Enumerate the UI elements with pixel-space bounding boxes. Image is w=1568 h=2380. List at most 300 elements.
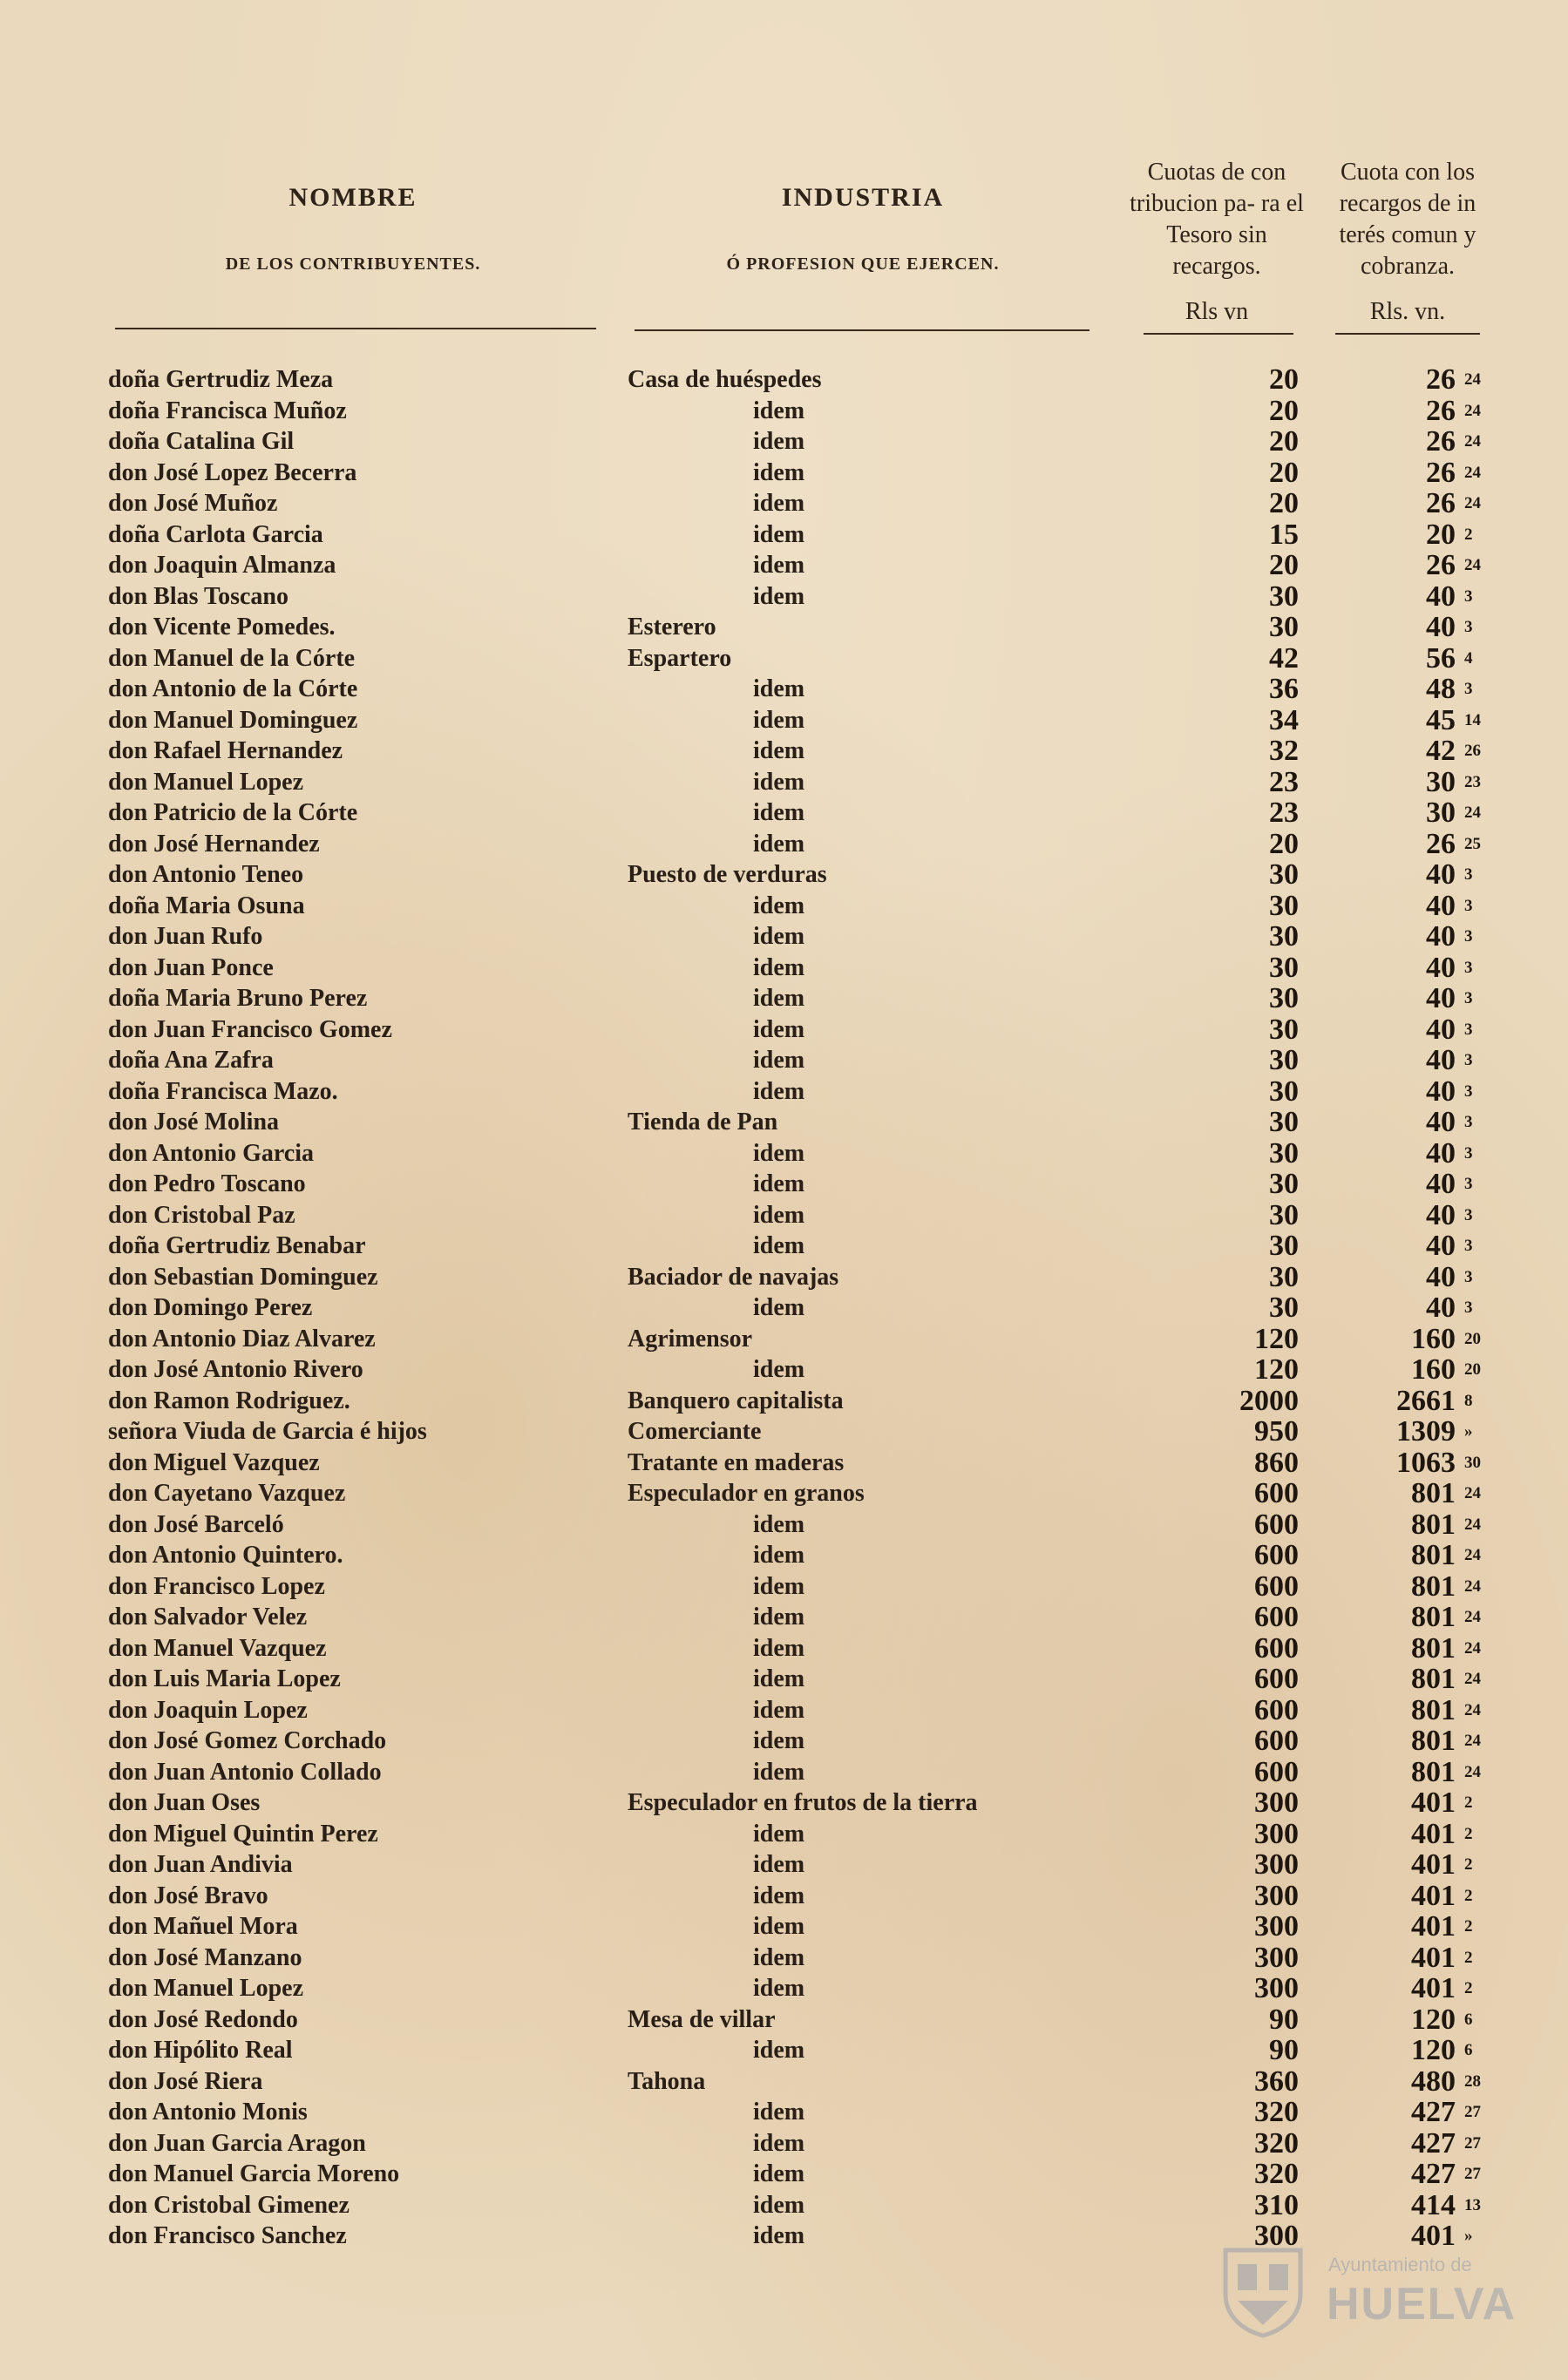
contributor-name: don Manuel de la Córte: [108, 644, 356, 672]
contributor-name: don Manuel Garcia Moreno: [108, 2160, 400, 2187]
recargo-fraction-cell: 2: [1464, 1855, 1473, 1874]
industry-cell: idem: [753, 1604, 805, 1631]
recargo-fraction-cell: 3: [1464, 1237, 1473, 1255]
table-row: [0, 674, 1568, 705]
contributor-name: don Hipólito Real: [108, 2037, 293, 2064]
recargo-cell: 30: [1426, 797, 1456, 829]
contributor-name: don José Muñoz: [108, 490, 278, 517]
cuota-cell: 32: [1269, 735, 1299, 767]
cuota-cell: 600: [1254, 1508, 1299, 1541]
recargo-cell: 40: [1426, 1075, 1456, 1108]
contributor-name: don Antonio Monis: [108, 2099, 308, 2126]
table-row: [0, 643, 1568, 675]
industry-cell: idem: [753, 1015, 805, 1043]
recargo-cell: 801: [1411, 1508, 1456, 1541]
contributor-name: don Juan Garcia Aragon: [108, 2129, 366, 2157]
recargo-fraction-cell: 24: [1464, 1515, 1481, 1534]
cuota-cell: 600: [1254, 1539, 1299, 1571]
table-row: [0, 1231, 1568, 1262]
cuota-cell: 600: [1254, 1755, 1299, 1788]
table-row: [0, 2066, 1568, 2098]
table-row: [0, 953, 1568, 984]
industry-cell: Banquero capitalista: [628, 1387, 844, 1414]
table-row: [0, 1911, 1568, 1943]
recargo-cell: 26: [1426, 827, 1456, 860]
contributor-name: don José Hernandez: [108, 830, 320, 858]
recargo-cell: 26: [1426, 363, 1456, 396]
industry-cell: idem: [753, 1882, 805, 1909]
contributor-name: doña Gertrudiz Meza: [108, 366, 334, 393]
cuota-cell: 90: [1269, 2003, 1299, 2036]
header-cuotas: Cuotas de con tribucion pa- ra el Tesoro sin recargos.: [1130, 159, 1304, 280]
cuota-cell: 30: [1269, 858, 1299, 891]
industry-cell: idem: [753, 830, 805, 858]
table-row: [0, 1881, 1568, 1912]
contributor-name: don Manuel Dominguez: [108, 706, 358, 734]
recargo-cell: 1309: [1396, 1415, 1456, 1448]
recargo-fraction-cell: 20: [1464, 1329, 1481, 1348]
cuota-cell: 600: [1254, 1477, 1299, 1509]
contributor-name: don Antonio de la Córte: [108, 675, 358, 702]
contributor-name: don José Barceló: [108, 1510, 284, 1538]
recargo-cell: 401: [1411, 2220, 1456, 2252]
recargo-fraction-cell: 2: [1464, 1917, 1473, 1936]
contributor-name: doña Carlota Garcia: [108, 520, 323, 548]
table-row: [0, 1819, 1568, 1850]
industry-cell: idem: [753, 1975, 805, 2002]
cuota-cell: 600: [1254, 1570, 1299, 1603]
recargo-cell: 801: [1411, 1725, 1456, 1757]
table-row: [0, 1757, 1568, 1788]
recargo-fraction-cell: 24: [1464, 432, 1481, 451]
industry-cell: idem: [753, 1077, 805, 1105]
recargo-fraction-cell: 3: [1464, 618, 1473, 636]
cuota-cell: 600: [1254, 1725, 1299, 1757]
table-row: [0, 829, 1568, 860]
industry-cell: idem: [753, 799, 805, 826]
table-row: [0, 396, 1568, 427]
industry-cell: Comerciante: [628, 1418, 762, 1445]
recargo-fraction-cell: 3: [1464, 1267, 1473, 1286]
table-row: [0, 1540, 1568, 1571]
recargo-cell: 401: [1411, 1817, 1456, 1850]
contributor-name: doña Francisca Mazo.: [108, 1077, 338, 1105]
recargo-fraction-cell: 27: [1464, 2103, 1481, 2121]
industry-cell: idem: [753, 1510, 805, 1538]
recargo-fraction-cell: 2: [1464, 1979, 1473, 1997]
cuota-cell: 30: [1269, 889, 1299, 922]
contributor-name: don Juan Antonio Collado: [108, 1758, 382, 1786]
industry-cell: idem: [753, 520, 805, 548]
cuota-cell: 30: [1269, 1044, 1299, 1076]
contributor-name: don Pedro Toscano: [108, 1170, 306, 1197]
recargo-cell: 40: [1426, 580, 1456, 613]
contributor-name: don Juan Ponce: [108, 953, 274, 981]
table-row: [0, 1200, 1568, 1231]
cuota-cell: 90: [1269, 2034, 1299, 2066]
table-row: [0, 1664, 1568, 1695]
contributor-name: don Patricio de la Córte: [108, 799, 358, 826]
recargo-cell: 26: [1426, 394, 1456, 427]
recargo-fraction-cell: 24: [1464, 1762, 1481, 1781]
cuota-cell: 30: [1269, 611, 1299, 643]
industry-cell: idem: [753, 1170, 805, 1197]
contributor-name: don José Riera: [108, 2067, 263, 2095]
table-row: [0, 2004, 1568, 2036]
recargo-fraction-cell: 3: [1464, 927, 1473, 946]
cuota-cell: 300: [1254, 1848, 1299, 1881]
recargo-cell: 801: [1411, 1693, 1456, 1726]
contributor-name: doña Maria Bruno Perez: [108, 985, 368, 1012]
table-row: [0, 1509, 1568, 1541]
cuota-cell: 320: [1254, 2158, 1299, 2190]
cuota-cell: 20: [1269, 487, 1299, 519]
table-row: [0, 767, 1568, 798]
header-rule-cuotas: [1144, 333, 1293, 335]
contributor-name: doña Francisca Muñoz: [108, 397, 347, 424]
cuota-cell: 23: [1269, 797, 1299, 829]
recargo-fraction-cell: 28: [1464, 2071, 1481, 2091]
industry-cell: idem: [753, 2222, 805, 2249]
recargo-fraction-cell: 3: [1464, 896, 1473, 915]
contributor-name: don Sebastian Dominguez: [108, 1263, 378, 1291]
cuota-cell: 120: [1254, 1353, 1299, 1386]
contributor-name: don Antonio Garcia: [108, 1139, 314, 1167]
cuota-cell: 300: [1254, 1910, 1299, 1943]
recargo-fraction-cell: 8: [1464, 1391, 1473, 1410]
industry-cell: idem: [753, 1047, 805, 1074]
recargo-fraction-cell: 3: [1464, 1175, 1473, 1193]
table-row: [0, 1726, 1568, 1757]
header-rule-nombre: [115, 328, 596, 329]
recargo-fraction-cell: 24: [1464, 1700, 1481, 1719]
recargo-cell: 801: [1411, 1570, 1456, 1603]
industry-cell: idem: [753, 2099, 805, 2126]
recargo-fraction-cell: 24: [1464, 1638, 1481, 1658]
cuota-cell: 300: [1254, 1817, 1299, 1850]
recargo-fraction-cell: 27: [1464, 2133, 1481, 2153]
contributor-name: don José Gomez Corchado: [108, 1727, 387, 1754]
industry-cell: idem: [753, 1913, 805, 1940]
contributor-name: doña Ana Zafra: [108, 1047, 274, 1074]
cuota-cell: 600: [1254, 1663, 1299, 1695]
recargo-fraction-cell: 2: [1464, 525, 1473, 544]
table-row: [0, 1138, 1568, 1170]
table-row: [0, 1292, 1568, 1324]
table-row: [0, 1324, 1568, 1355]
table-row: [0, 2128, 1568, 2160]
recargo-fraction-cell: 2: [1464, 1824, 1473, 1843]
recargo-cell: 26: [1426, 487, 1456, 519]
recargo-fraction-cell: 24: [1464, 1484, 1481, 1502]
table-row: [0, 983, 1568, 1014]
recargo-fraction-cell: 3: [1464, 1082, 1473, 1101]
industry-cell: idem: [753, 1758, 805, 1786]
table-row: [0, 1354, 1568, 1386]
recargo-cell: 801: [1411, 1601, 1456, 1633]
table-row: [0, 1787, 1568, 1819]
cuota-cell: 20: [1269, 425, 1299, 458]
recargo-fraction-cell: 24: [1464, 370, 1481, 389]
contributor-name: don Domingo Perez: [108, 1294, 313, 1321]
industry-cell: idem: [753, 1634, 805, 1662]
contributor-name: don Manuel Vazquez: [108, 1634, 327, 1662]
industry-cell: idem: [753, 458, 805, 486]
recargo-fraction-cell: 27: [1464, 2165, 1481, 2183]
industry-cell: idem: [753, 428, 805, 455]
industry-cell: idem: [753, 1696, 805, 1724]
table-row: [0, 1076, 1568, 1108]
recargo-cell: 1063: [1396, 1446, 1456, 1479]
contributor-name: don Antonio Teneo: [108, 861, 304, 888]
recargo-fraction-cell: 24: [1464, 1576, 1481, 1596]
contributor-name: don Juan Oses: [108, 1789, 261, 1816]
recargo-cell: 40: [1426, 1168, 1456, 1200]
table-row: [0, 2035, 1568, 2066]
table-row: [0, 426, 1568, 458]
recargo-cell: 427: [1411, 2126, 1456, 2160]
contributor-name: don Juan Andivia: [108, 1851, 293, 1878]
industry-cell: Especulador en frutos de la tierra: [628, 1789, 978, 1816]
industry-cell: idem: [753, 1542, 805, 1569]
recargo-cell: 40: [1426, 858, 1456, 891]
recargo-fraction-cell: 20: [1464, 1360, 1481, 1379]
contributor-name: don Luis Maria Lopez: [108, 1665, 341, 1692]
recargo-cell: 40: [1426, 1136, 1456, 1170]
industry-cell: Casa de huéspedes: [628, 366, 822, 393]
industry-cell: Tratante en maderas: [628, 1448, 845, 1476]
recargo-cell: 801: [1411, 1663, 1456, 1695]
industry-cell: idem: [753, 706, 805, 734]
contributor-name: don Manuel Lopez: [108, 1975, 304, 2002]
cuota-cell: 30: [1269, 951, 1299, 984]
contributor-name: don Ramon Rodriguez.: [108, 1387, 350, 1414]
recargo-fraction-cell: 3: [1464, 587, 1473, 606]
recargo-cell: 48: [1426, 673, 1456, 705]
recargo-cell: 120: [1411, 2003, 1456, 2036]
industry-cell: idem: [753, 1820, 805, 1848]
recargo-cell: 801: [1411, 1755, 1456, 1788]
table-row: [0, 797, 1568, 829]
recargo-cell: 401: [1411, 1879, 1456, 1912]
table-row: [0, 705, 1568, 736]
recargo-cell: 40: [1426, 1230, 1456, 1262]
recargo-fraction-cell: 4: [1464, 648, 1473, 668]
cuota-cell: 120: [1254, 1322, 1299, 1355]
recargo-cell: 20: [1426, 518, 1456, 551]
contributor-name: don José Molina: [108, 1109, 280, 1136]
contributor-name: don Mañuel Mora: [108, 1913, 298, 1940]
recargo-cell: 401: [1411, 1910, 1456, 1943]
recargo-fraction-cell: 24: [1464, 556, 1481, 574]
contributor-name: don Cristobal Gimenez: [108, 2191, 350, 2219]
header-nombre: NOMBRE: [288, 183, 417, 212]
recargo-cell: 45: [1426, 703, 1456, 736]
cuota-cell: 20: [1269, 549, 1299, 581]
recargo-fraction-cell: 6: [1464, 2041, 1473, 2059]
cuota-cell: 30: [1269, 1168, 1299, 1200]
cuota-cell: 30: [1269, 920, 1299, 953]
table-row: [0, 364, 1568, 396]
recargo-fraction-cell: 24: [1464, 401, 1481, 420]
table-row: [0, 458, 1568, 489]
table-row: [0, 736, 1568, 767]
recargo-fraction-cell: »: [1464, 1422, 1473, 1441]
table-row: [0, 1448, 1568, 1479]
table-row: [0, 1169, 1568, 1200]
contributor-name: don José Antonio Rivero: [108, 1356, 363, 1383]
header-nombre-subtitle: DE LOS CONTRIBUYENTES.: [225, 254, 481, 274]
recargo-fraction-cell: 24: [1464, 804, 1481, 822]
cuota-cell: 30: [1269, 1230, 1299, 1262]
table-row: [0, 581, 1568, 613]
contributor-name: don José Redondo: [108, 2005, 298, 2033]
table-row: [0, 1973, 1568, 2004]
industry-cell: idem: [753, 552, 805, 579]
contributor-name: don Antonio Quintero.: [108, 1542, 343, 1569]
header-industria: INDUSTRIA: [781, 183, 945, 212]
cuota-cell: 30: [1269, 982, 1299, 1014]
table-row: [0, 1943, 1568, 1974]
recargo-fraction-cell: 2: [1464, 1793, 1473, 1812]
recargo-fraction-cell: 24: [1464, 1732, 1481, 1750]
cuota-cell: 860: [1254, 1446, 1299, 1479]
contributor-name: don Joaquin Almanza: [108, 552, 336, 579]
table-row: [0, 2159, 1568, 2190]
recargo-fraction-cell: 3: [1464, 1020, 1473, 1039]
contributor-name: doña Catalina Gil: [108, 428, 295, 455]
recargo-fraction-cell: 26: [1464, 742, 1481, 760]
industry-cell: idem: [753, 490, 805, 517]
cuota-cell: 300: [1254, 1972, 1299, 2004]
header-unit-cuotas: Rls vn: [1184, 298, 1249, 325]
cuota-cell: 20: [1269, 363, 1299, 396]
table-row: [0, 1107, 1568, 1138]
recargo-cell: 26: [1426, 456, 1456, 489]
table-row: [0, 1602, 1568, 1633]
contributor-name: don Cristobal Paz: [108, 1201, 295, 1229]
cuota-cell: 950: [1254, 1415, 1299, 1448]
industry-cell: Tahona: [628, 2067, 706, 2095]
recargo-cell: 120: [1411, 2034, 1456, 2066]
contributor-name: don Juan Francisco Gomez: [108, 1015, 392, 1043]
recargo-fraction-cell: 2: [1464, 1886, 1473, 1905]
cuota-cell: 2000: [1239, 1384, 1299, 1417]
table-row: [0, 1416, 1568, 1448]
cuota-cell: 30: [1269, 1075, 1299, 1108]
contributors-table: [0, 364, 1568, 2252]
industry-cell: idem: [753, 397, 805, 424]
contributor-name: don Juan Rufo: [108, 923, 263, 950]
contributor-name: don Vicente Pomedes.: [108, 614, 336, 641]
recargo-cell: 40: [1426, 889, 1456, 922]
industry-cell: Puesto de verduras: [628, 861, 827, 888]
industry-cell: idem: [753, 2160, 805, 2187]
header-unit-recargos: Rls. vn.: [1369, 298, 1446, 325]
industry-cell: Espartero: [628, 644, 732, 672]
table-row: [0, 2097, 1568, 2128]
recargo-cell: 401: [1411, 1972, 1456, 2004]
table-row: [0, 1849, 1568, 1881]
recargo-cell: 26: [1426, 425, 1456, 458]
recargo-fraction-cell: 13: [1464, 2195, 1481, 2214]
industry-cell: Baciador de navajas: [628, 1263, 839, 1291]
industry-cell: idem: [753, 892, 805, 919]
industry-cell: idem: [753, 1665, 805, 1692]
cuota-cell: 15: [1269, 518, 1299, 551]
cuota-cell: 34: [1269, 703, 1299, 736]
industry-cell: idem: [753, 1356, 805, 1383]
contributor-name: don Miguel Quintin Perez: [108, 1820, 378, 1848]
table-row: [0, 550, 1568, 581]
cuota-cell: 600: [1254, 1631, 1299, 1665]
recargo-cell: 40: [1426, 1260, 1456, 1293]
industry-cell: idem: [753, 1727, 805, 1754]
recargo-cell: 427: [1411, 2096, 1456, 2128]
contributor-name: don José Manzano: [108, 1943, 302, 1971]
recargo-cell: 40: [1426, 1044, 1456, 1076]
cuota-cell: 320: [1254, 2126, 1299, 2160]
recargo-cell: 30: [1426, 765, 1456, 798]
contributor-name: don Cayetano Vazquez: [108, 1480, 346, 1507]
recargo-cell: 414: [1411, 2188, 1456, 2221]
contributor-name: don José Lopez Becerra: [108, 458, 357, 486]
table-row: [0, 891, 1568, 922]
header-recargos: Cuota con los recargos de in terés comun y cobranza.: [1339, 159, 1476, 280]
cuota-cell: 23: [1269, 765, 1299, 798]
recargo-cell: 160: [1411, 1353, 1456, 1386]
recargo-cell: 801: [1411, 1539, 1456, 1571]
table-row: [0, 1262, 1568, 1293]
industry-cell: idem: [753, 737, 805, 764]
industry-cell: Agrimensor: [628, 1325, 753, 1353]
cuota-cell: 320: [1254, 2096, 1299, 2128]
recargo-cell: 427: [1411, 2158, 1456, 2190]
coat-of-arms-icon: [1215, 2243, 1311, 2339]
industry-cell: Tienda de Pan: [628, 1109, 778, 1136]
ayuntamiento-watermark: [1215, 2243, 1517, 2339]
cuota-cell: 20: [1269, 827, 1299, 860]
recargo-fraction-cell: 24: [1464, 1546, 1481, 1564]
cuota-cell: 300: [1254, 2220, 1299, 2252]
industry-cell: idem: [753, 1943, 805, 1971]
contributor-name: señora Viuda de Garcia é hijos: [108, 1418, 427, 1445]
contributor-name: don Blas Toscano: [108, 582, 288, 610]
industry-cell: idem: [753, 2129, 805, 2157]
recargo-fraction-cell: 3: [1464, 989, 1473, 1007]
table-row: [0, 1633, 1568, 1665]
recargo-cell: 401: [1411, 1787, 1456, 1819]
table-row: [0, 2190, 1568, 2221]
recargo-fraction-cell: 30: [1464, 1453, 1481, 1472]
cuota-cell: 36: [1269, 673, 1299, 705]
recargo-cell: 2661: [1396, 1384, 1456, 1417]
recargo-fraction-cell: 2: [1464, 1948, 1473, 1967]
industry-cell: idem: [753, 1572, 805, 1600]
recargo-cell: 801: [1411, 1631, 1456, 1665]
cuota-cell: 300: [1254, 1879, 1299, 1912]
recargo-fraction-cell: 3: [1464, 1051, 1473, 1069]
watermark-line1: Ayuntamiento de: [1328, 2254, 1472, 2275]
contributor-name: don Joaquin Lopez: [108, 1696, 308, 1724]
recargo-cell: 40: [1426, 611, 1456, 643]
contributor-name: doña Gertrudiz Benabar: [108, 1232, 366, 1259]
industry-cell: idem: [753, 1139, 805, 1167]
recargo-cell: 40: [1426, 982, 1456, 1014]
recargo-fraction-cell: »: [1464, 2227, 1473, 2245]
recargo-cell: 40: [1426, 1292, 1456, 1324]
cuota-cell: 310: [1254, 2188, 1299, 2221]
